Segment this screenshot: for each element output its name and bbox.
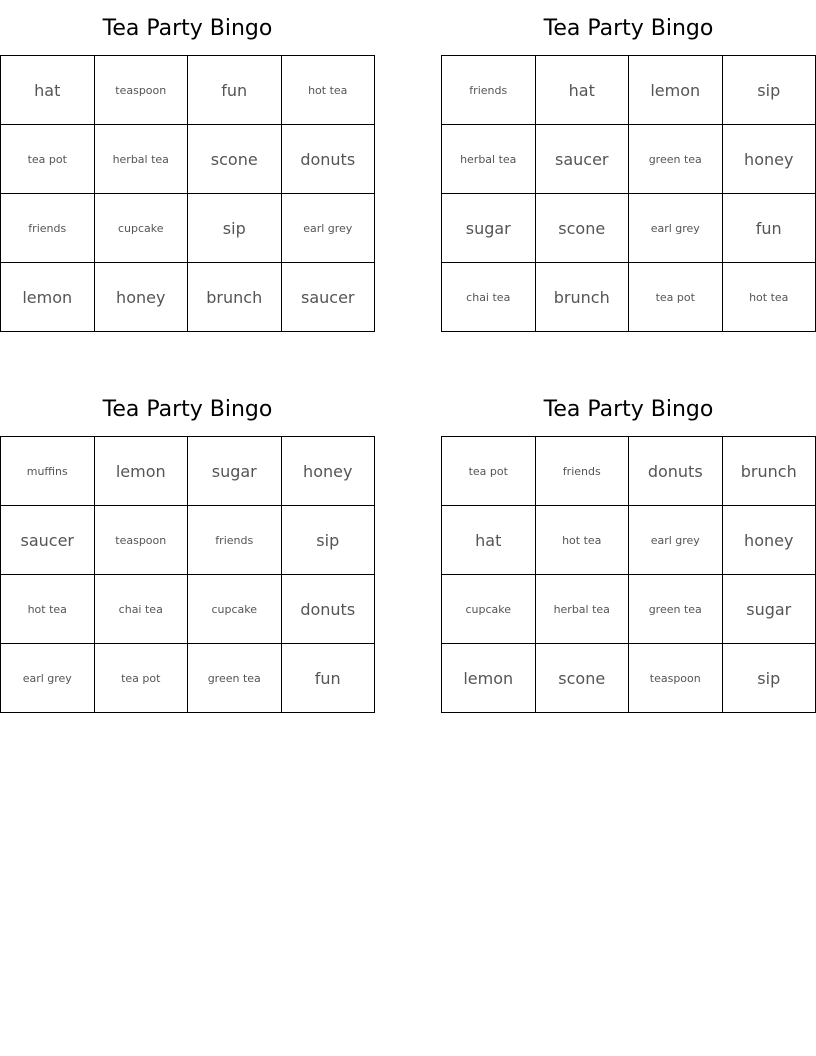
- bingo-row: [1, 194, 375, 263]
- bingo-row: [1, 575, 375, 644]
- bingo-cell: tea pot: [442, 437, 536, 506]
- bingo-cell: muffins: [1, 437, 95, 506]
- bingo-grid: [441, 55, 816, 332]
- bingo-cell: hot tea: [1, 575, 95, 644]
- bingo-card-title: Tea Party Bingo: [102, 397, 273, 422]
- bingo-row: [442, 437, 816, 506]
- bingo-grid: [0, 55, 375, 332]
- bingo-row: [1, 644, 375, 713]
- bingo-cell: saucer: [281, 263, 375, 332]
- bingo-card-title: Tea Party Bingo: [543, 16, 714, 41]
- bingo-cell: tea pot: [629, 263, 723, 332]
- bingo-cell: lemon: [94, 437, 188, 506]
- bingo-grid: [441, 436, 816, 713]
- bingo-cell: herbal tea: [94, 125, 188, 194]
- bingo-card-title: Tea Party Bingo: [543, 397, 714, 422]
- bingo-cell: lemon: [442, 644, 536, 713]
- bingo-cell: saucer: [1, 506, 95, 575]
- bingo-cell: brunch: [188, 263, 282, 332]
- bingo-cell: hat: [442, 506, 536, 575]
- bingo-cell: cupcake: [94, 194, 188, 263]
- bingo-cell: earl grey: [281, 194, 375, 263]
- bingo-row: [1, 56, 375, 125]
- bingo-cell: green tea: [629, 125, 723, 194]
- bingo-cell: fun: [722, 194, 816, 263]
- bingo-cell: lemon: [629, 56, 723, 125]
- bingo-cell: teaspoon: [94, 56, 188, 125]
- bingo-row: [442, 125, 816, 194]
- bingo-cell: earl grey: [1, 644, 95, 713]
- bingo-cell: hot tea: [535, 506, 629, 575]
- bingo-cell: honey: [94, 263, 188, 332]
- bingo-cell: friends: [535, 437, 629, 506]
- bingo-row: [442, 56, 816, 125]
- bingo-row: [1, 125, 375, 194]
- bingo-cell: honey: [281, 437, 375, 506]
- bingo-card-4: [441, 381, 816, 713]
- bingo-cell: fun: [281, 644, 375, 713]
- bingo-cell: green tea: [188, 644, 282, 713]
- bingo-cell: fun: [188, 56, 282, 125]
- bingo-cell: sip: [722, 56, 816, 125]
- bingo-cell: tea pot: [94, 644, 188, 713]
- bingo-cell: hat: [1, 56, 95, 125]
- bingo-cell: tea pot: [1, 125, 95, 194]
- bingo-card-3: [0, 381, 375, 713]
- bingo-cell: chai tea: [442, 263, 536, 332]
- bingo-cell: cupcake: [442, 575, 536, 644]
- bingo-cell: donuts: [281, 125, 375, 194]
- bingo-cell: sip: [188, 194, 282, 263]
- bingo-cell: scone: [535, 194, 629, 263]
- bingo-cell: friends: [442, 56, 536, 125]
- bingo-cell: brunch: [535, 263, 629, 332]
- bingo-row: [1, 506, 375, 575]
- bingo-row: [442, 194, 816, 263]
- bingo-cell: scone: [535, 644, 629, 713]
- bingo-cell: honey: [722, 506, 816, 575]
- bingo-cell: scone: [188, 125, 282, 194]
- bingo-cell: hot tea: [281, 56, 375, 125]
- bingo-cell: saucer: [535, 125, 629, 194]
- bingo-cell: sugar: [722, 575, 816, 644]
- bingo-cell: sugar: [442, 194, 536, 263]
- bingo-cell: herbal tea: [442, 125, 536, 194]
- bingo-cell: hot tea: [722, 263, 816, 332]
- bingo-grid: [0, 436, 375, 713]
- bingo-cell: donuts: [281, 575, 375, 644]
- bingo-cell: green tea: [629, 575, 723, 644]
- bingo-cell: chai tea: [94, 575, 188, 644]
- bingo-cell: donuts: [629, 437, 723, 506]
- bingo-cell: friends: [1, 194, 95, 263]
- bingo-cell: honey: [722, 125, 816, 194]
- bingo-cell: teaspoon: [94, 506, 188, 575]
- bingo-row: [1, 263, 375, 332]
- bingo-card-title: Tea Party Bingo: [102, 16, 273, 41]
- bingo-card-2: [441, 0, 816, 332]
- bingo-cell: sip: [281, 506, 375, 575]
- bingo-cell: herbal tea: [535, 575, 629, 644]
- bingo-cell: hat: [535, 56, 629, 125]
- bingo-card-1: [0, 0, 375, 332]
- bingo-cell: teaspoon: [629, 644, 723, 713]
- bingo-cell: cupcake: [188, 575, 282, 644]
- bingo-row: [1, 437, 375, 506]
- bingo-cell: earl grey: [629, 194, 723, 263]
- bingo-row: [442, 506, 816, 575]
- bingo-cell: brunch: [722, 437, 816, 506]
- bingo-row: [442, 644, 816, 713]
- bingo-cell: lemon: [1, 263, 95, 332]
- bingo-cell: friends: [188, 506, 282, 575]
- bingo-cell: sugar: [188, 437, 282, 506]
- bingo-cell: earl grey: [629, 506, 723, 575]
- bingo-cell: sip: [722, 644, 816, 713]
- bingo-row: [442, 263, 816, 332]
- bingo-row: [442, 575, 816, 644]
